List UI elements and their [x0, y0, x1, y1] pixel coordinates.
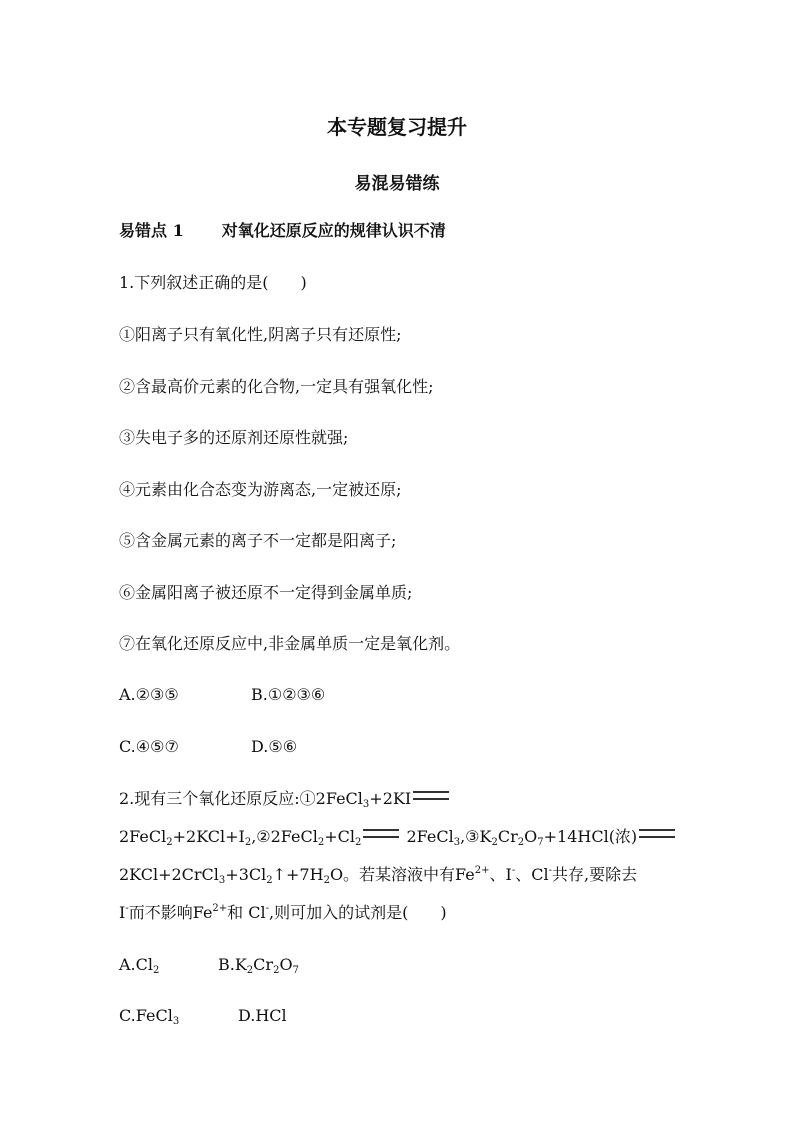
- q2-stem-line-2: [119, 827, 677, 847]
- subscript: 2: [266, 875, 273, 886]
- subscript: 2: [355, 837, 362, 848]
- q2-option-a: [119, 955, 218, 975]
- q1-option-c: C.④⑤⑦: [119, 737, 179, 756]
- q1-item-2: ②含最高价元素的化合物,一定具有强氧化性;: [119, 377, 434, 396]
- q2-options-row-2: [119, 1006, 287, 1026]
- q2-option-a-text: A.Cl: [119, 955, 153, 974]
- subscript: 3: [172, 1016, 180, 1027]
- section-text: 对氧化还原反应的规律认识不清: [221, 221, 446, 240]
- subscript: 2: [166, 837, 173, 848]
- formula-text: ↑+7H: [272, 865, 324, 884]
- q1-option-d: D.⑤⑥: [251, 737, 298, 756]
- superscript: -: [265, 903, 270, 914]
- formula-text: ,②2FeCl: [251, 827, 318, 846]
- subscript: 2: [153, 965, 160, 976]
- q2-option-b-text: O: [279, 955, 293, 974]
- section-label: 易错点 1: [119, 221, 184, 240]
- formula-text: 和 Cl: [227, 903, 266, 922]
- subscript: 3: [362, 799, 370, 810]
- formula-text: 共存,要除去: [552, 865, 638, 884]
- q1-option-b: B.①②③⑥: [251, 685, 326, 704]
- formula-text: ,③K: [460, 827, 492, 846]
- subscript: 3: [453, 837, 461, 848]
- q2-stem-line-1: [119, 789, 451, 809]
- subscript: 3: [218, 875, 226, 886]
- formula-text: Cr: [497, 827, 518, 846]
- q1-item-5: ⑤含金属元素的离子不一定都是阳离子;: [119, 531, 397, 550]
- formula-text: 、Cl: [515, 865, 549, 884]
- q1-options-row-2: [119, 737, 297, 757]
- subscript: 2: [323, 875, 330, 886]
- formula-text: O: [524, 827, 538, 846]
- q1-item-6: ⑥金属阳离子被还原不一定得到金属单质;: [119, 583, 413, 602]
- superscript: 2+: [212, 903, 228, 914]
- q1-option-a: A.②③⑤: [119, 685, 179, 704]
- q2-option-b-text: B.K: [218, 955, 247, 974]
- subscript: 2: [317, 837, 325, 848]
- q1-item-7: ⑦在氧化还原反应中,非金属单质一定是氧化剂。: [119, 634, 461, 653]
- formula-text: 而不影响Fe: [128, 903, 213, 922]
- q2-option-b: [218, 955, 299, 975]
- formula-text: I: [119, 903, 126, 922]
- q1-options-row-1: [119, 685, 325, 705]
- subscript: 2: [246, 965, 254, 976]
- q1-item-4: ④元素由化合态变为游离态,一定被还原;: [119, 480, 402, 499]
- formula-text: O。若某溶液中有Fe: [329, 865, 475, 884]
- q2-options-row-1: [119, 955, 299, 975]
- superscript: -: [125, 903, 129, 914]
- q1-stem: 1.下列叙述正确的是( ): [119, 273, 307, 292]
- q2-reaction-1-text: +2KI: [369, 789, 412, 808]
- q2-option-d: D.HCl: [238, 1006, 287, 1025]
- subscript: 2: [273, 965, 280, 976]
- equals-sign: [413, 791, 449, 800]
- superscript: 2+: [474, 865, 490, 876]
- q2-option-c-text: C.FeCl: [119, 1006, 173, 1025]
- subscript: 2: [244, 837, 252, 848]
- formula-text: 2KCl+2CrCl: [119, 865, 219, 884]
- formula-text: +2KCl+I: [172, 827, 245, 846]
- formula-text: 2FeCl: [119, 827, 167, 846]
- equals-sign: [639, 829, 675, 838]
- equals-sign: [363, 829, 399, 838]
- q2-stem-prefix: 2.现有三个氧化还原反应:①2FeCl: [119, 789, 363, 808]
- q2-stem-line-3: [119, 865, 637, 885]
- subscript: 7: [537, 837, 544, 848]
- formula-text: 2FeCl: [401, 827, 454, 846]
- q2-stem-line-4: [119, 903, 447, 923]
- page-subtitle: 易混易错练: [354, 174, 440, 194]
- subscript: 2: [517, 837, 525, 848]
- formula-text: +3Cl: [225, 865, 267, 884]
- q1-item-1: ①阳离子只有氧化性,阴离子只有还原性;: [119, 325, 402, 344]
- q1-item-3: ③失电子多的还原剂还原性就强;: [119, 428, 349, 447]
- formula-text: ,则可加入的试剂是( ): [269, 903, 447, 922]
- subscript: 2: [491, 837, 498, 848]
- superscript: -: [511, 865, 516, 876]
- q2-option-c: [119, 1006, 238, 1026]
- section-heading: [119, 221, 446, 241]
- superscript: -: [548, 865, 552, 876]
- formula-text: +Cl: [324, 827, 355, 846]
- formula-text: 、I: [489, 865, 512, 884]
- q2-option-b-text: Cr: [253, 955, 274, 974]
- subscript: 7: [292, 965, 299, 976]
- page-title: 本专题复习提升: [327, 115, 467, 139]
- formula-text: +14HCl(浓): [543, 827, 638, 846]
